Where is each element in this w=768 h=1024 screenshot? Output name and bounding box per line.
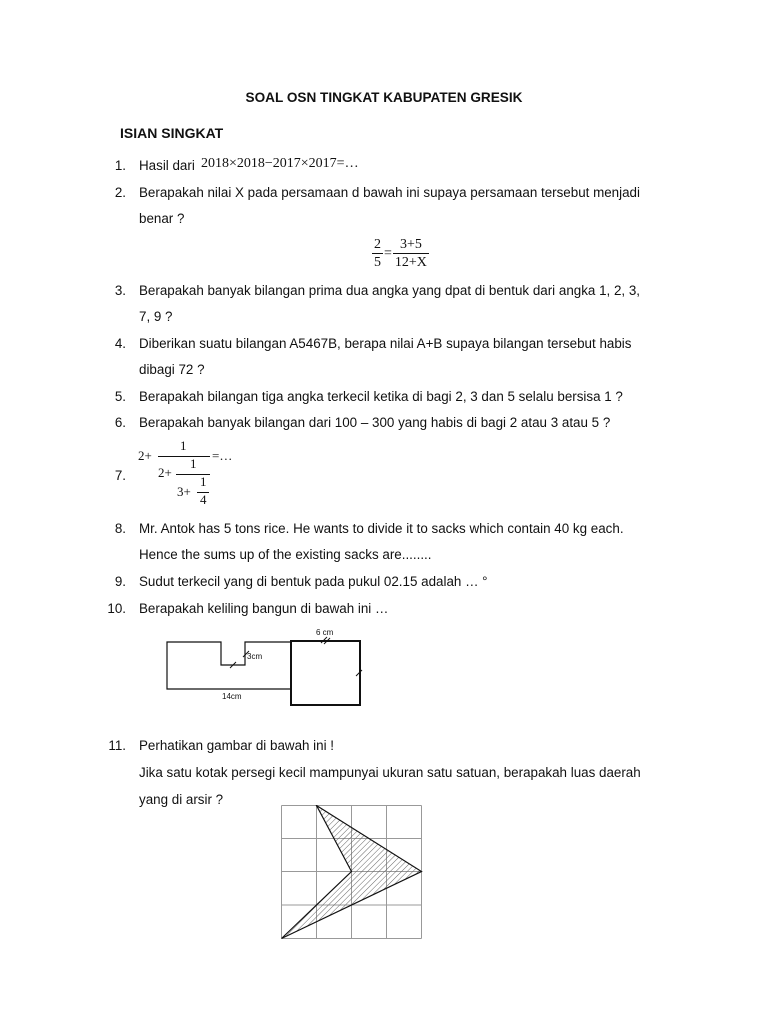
q11-number: 11. [108,738,126,753]
q2-right-denominator: 12+X [394,255,427,270]
q4-line2: dibagi 72 ? [139,362,205,377]
q7-numerator-1: 1 [180,438,187,453]
q8-line2: Hence the sums up of the existing sacks are........ [139,547,432,562]
q7-number: 7. [114,468,126,483]
q10-left-shape [167,642,291,689]
q1-number: 1. [114,158,126,173]
q2-line1: Berapakah nilai X pada persamaan d bawah ini supaya persamaan tersebut menjadi [139,185,640,200]
q5-number: 5. [114,389,126,404]
q7-tail: =… [212,448,233,463]
section-heading: ISIAN SINGKAT [120,125,224,141]
q7-numerator-2: 1 [190,456,197,471]
q7-denominator-4: 4 [200,492,207,507]
q11-line2: Jika satu kotak persegi kecil mampunyai ukuran satu satuan, berapakah luas daerah [139,765,641,780]
q4-line1: Diberikan suatu bilangan A5467B, berapa nilai A+B supaya bilangan tersebut habis [139,336,632,351]
q11-grid-figure [281,805,425,941]
q8-number: 8. [114,521,126,536]
q11-line1: Perhatikan gambar di bawah ini ! [139,738,335,753]
q2-right-numerator: 3+5 [393,236,429,254]
q3-line2: 7, 9 ? [139,309,173,324]
q2-left-numerator: 2 [374,237,381,252]
q2-number: 2. [114,185,126,200]
page-title: SOAL OSN TINGKAT KABUPATEN GRESIK [245,90,523,105]
q2-left-denominator: 5 [374,255,381,270]
q10-square [291,641,360,705]
q3-line1: Berapakah banyak bilangan prima dua angka yang dpat di bentuk dari angka 1, 2, 3, [139,283,641,298]
q10-text: Berapakah keliling bangun di bawah ini … [139,601,389,616]
q2-equals: = [384,245,392,261]
q4-number: 4. [114,336,126,351]
q1-expression: 2018×2018−2017×2017=… [201,156,359,171]
q10-label-3cm: 3cm [247,652,263,661]
q1-text: Hasil dari [139,158,195,173]
q7-term-c: 3+ [177,484,191,499]
q3-number: 3. [114,283,126,298]
q7-term-a: 2+ [138,448,152,463]
q10-label-6cm: 6 cm [316,628,334,637]
q9-text: Sudut terkecil yang di bentuk pada pukul 02.15 adalah … ° [139,574,488,589]
q5-text: Berapakah bilangan tiga angka terkecil ketika di bagi 2, 3 dan 5 selalu bersisa 1 ? [139,389,623,404]
q10-label-14cm: 14cm [222,692,242,701]
q9-number: 9. [114,574,126,589]
q8-line1: Mr. Antok has 5 tons rice. He wants to divide it to sacks which contain 40 kg each. [139,521,624,536]
q11-line3: yang di arsir ? [139,792,224,807]
q2-line2: benar ? [139,211,185,226]
q6-number: 6. [114,415,126,430]
q7-term-b: 2+ [158,465,172,480]
q7-numerator-3: 1 [200,474,207,489]
q6-text: Berapakah banyak bilangan dari 100 – 300 yang habis di bagi 2 atau 3 atau 5 ? [139,415,611,430]
q10-number: 10. [107,601,126,616]
